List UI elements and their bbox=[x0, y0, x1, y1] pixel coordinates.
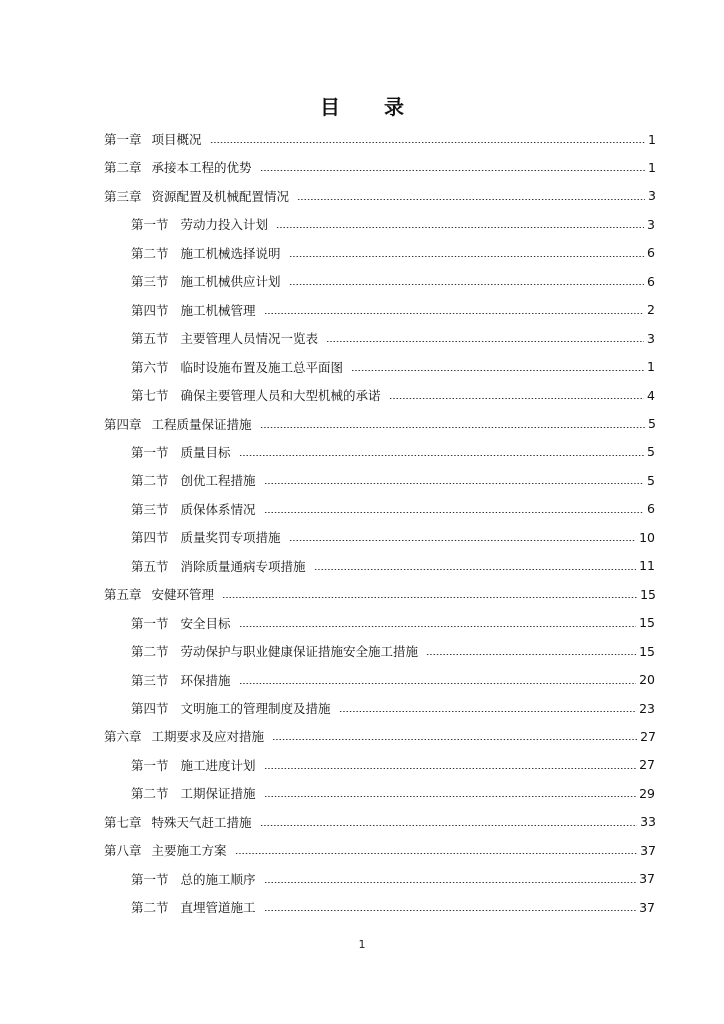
toc-dot-leader bbox=[339, 711, 637, 712]
toc-entry-page-number: 33 bbox=[640, 814, 656, 830]
toc-section-entry[interactable] bbox=[131, 214, 655, 234]
toc-section-entry[interactable] bbox=[131, 783, 655, 803]
toc-entry-number: 第三节 bbox=[131, 274, 169, 290]
toc-chapter-entry[interactable] bbox=[104, 157, 656, 177]
toc-dot-leader bbox=[289, 284, 644, 285]
toc-dot-leader bbox=[239, 455, 644, 456]
toc-entry-label: 施工机械供应计划 bbox=[180, 274, 281, 290]
toc-section-entry[interactable] bbox=[131, 869, 655, 889]
toc-chapter-entry[interactable] bbox=[104, 129, 656, 149]
toc-entry-number: 第四节 bbox=[131, 530, 169, 546]
toc-dot-leader bbox=[239, 626, 637, 627]
toc-section-entry[interactable] bbox=[131, 556, 655, 576]
toc-dot-leader bbox=[289, 540, 637, 541]
toc-entry-number: 第一节 bbox=[131, 444, 169, 460]
footer-page-number: 1 bbox=[358, 938, 366, 951]
toc-section-entry[interactable] bbox=[131, 357, 655, 377]
toc-entry-page-number: 5 bbox=[648, 416, 656, 431]
toc-entry-page-number: 6 bbox=[647, 245, 655, 261]
toc-entry-label: 总的施工顺序 bbox=[180, 871, 256, 887]
toc-entry-number: 第一节 bbox=[131, 615, 169, 631]
toc-dot-leader bbox=[326, 341, 644, 342]
toc-entry-number: 第二节 bbox=[131, 473, 169, 489]
toc-entry-number: 第一节 bbox=[131, 217, 169, 233]
toc-entry-label: 安全目标 bbox=[180, 615, 231, 631]
toc-section-entry[interactable] bbox=[131, 897, 655, 917]
toc-entry-number: 第二节 bbox=[131, 644, 169, 660]
toc-section-entry[interactable] bbox=[131, 641, 655, 661]
toc-entry-page-number: 1 bbox=[647, 359, 655, 375]
toc-entry-label: 主要施工方案 bbox=[151, 843, 227, 859]
toc-entry-page-number: 3 bbox=[647, 216, 655, 232]
toc-dot-leader bbox=[264, 483, 644, 484]
toc-entry-page-number: 2 bbox=[647, 302, 655, 318]
toc-entry-label: 施工进度计划 bbox=[180, 757, 256, 773]
toc-entry-label: 文明施工的管理制度及措施 bbox=[180, 701, 331, 716]
toc-section-entry[interactable] bbox=[131, 470, 655, 490]
toc-entry-label: 质量目标 bbox=[180, 444, 231, 460]
toc-section-entry[interactable] bbox=[131, 613, 655, 633]
toc-entry-number: 第二节 bbox=[131, 245, 169, 261]
toc-entry-page-number: 1 bbox=[648, 159, 656, 175]
toc-entry-label: 创优工程措施 bbox=[180, 473, 256, 489]
toc-entry-page-number: 3 bbox=[647, 330, 655, 346]
toc-entry-page-number: 1 bbox=[648, 131, 656, 147]
toc-entry-number: 第五节 bbox=[131, 331, 169, 347]
toc-section-entry[interactable] bbox=[131, 698, 655, 718]
toc-entry-label: 承接本工程的优势 bbox=[151, 160, 252, 176]
toc-dot-leader bbox=[289, 256, 644, 257]
toc-entry-number: 第二节 bbox=[131, 900, 169, 916]
toc-dot-leader bbox=[264, 882, 637, 883]
toc-entry-label: 消除质量通病专项措施 bbox=[180, 558, 306, 574]
toc-dot-leader bbox=[264, 796, 637, 797]
toc-entry-number: 第一节 bbox=[131, 757, 169, 773]
toc-entry-number: 第三节 bbox=[131, 501, 169, 517]
toc-section-entry[interactable] bbox=[131, 527, 655, 547]
toc-entry-label: 施工机械管理 bbox=[180, 302, 256, 318]
toc-dot-leader bbox=[210, 142, 645, 143]
toc-dot-leader bbox=[276, 227, 644, 228]
toc-entry-page-number: 11 bbox=[639, 558, 655, 574]
toc-chapter-entry[interactable] bbox=[104, 186, 656, 206]
toc-entry-page-number: 10 bbox=[639, 529, 655, 545]
toc-entry-number: 第七节 bbox=[131, 388, 169, 404]
toc-chapter-entry[interactable] bbox=[104, 840, 656, 860]
toc-entry-label: 质量奖罚专项措施 bbox=[180, 530, 281, 546]
toc-section-entry[interactable] bbox=[131, 442, 655, 462]
toc-entry-page-number: 5 bbox=[647, 444, 655, 460]
toc-title-char-2: 录 bbox=[384, 95, 404, 119]
toc-dot-leader bbox=[222, 597, 637, 598]
toc-entry-page-number: 3 bbox=[648, 188, 656, 204]
toc-entry-label: 直埋管道施工 bbox=[180, 900, 256, 916]
toc-chapter-entry[interactable] bbox=[104, 414, 656, 434]
toc-chapter-entry[interactable] bbox=[104, 584, 656, 604]
toc-dot-leader bbox=[351, 370, 644, 371]
toc-dot-leader bbox=[264, 768, 637, 769]
toc-entry-number: 第二节 bbox=[131, 786, 169, 802]
toc-entry-page-number: 4 bbox=[647, 387, 655, 403]
toc-entry-label: 质保体系情况 bbox=[180, 501, 256, 517]
toc-dot-leader bbox=[272, 739, 637, 740]
toc-entry-page-number: 37 bbox=[639, 871, 655, 887]
toc-dot-leader bbox=[260, 825, 638, 826]
toc-entry-label: 环保措施 bbox=[180, 672, 231, 688]
toc-entry-page-number: 15 bbox=[639, 643, 655, 659]
toc-section-entry[interactable] bbox=[131, 328, 655, 348]
toc-title-char-1: 目 bbox=[320, 95, 340, 119]
toc-entry-label: 特殊天气赶工措施 bbox=[151, 814, 252, 830]
toc-entry-label: 劳动保护与职业健康保证措施安全施工措施 bbox=[180, 644, 419, 660]
toc-entry-page-number: 37 bbox=[639, 899, 655, 915]
toc-entry-label: 安健环管理 bbox=[151, 587, 215, 603]
toc-entry-number: 第六节 bbox=[131, 359, 169, 375]
toc-entry-page-number: 27 bbox=[640, 728, 656, 744]
toc-entry-label: 施工机械选择说明 bbox=[180, 245, 281, 261]
toc-entry-number: 第三节 bbox=[131, 672, 169, 688]
toc-entry-number: 第二章 bbox=[104, 160, 142, 176]
toc-entry-page-number: 6 bbox=[647, 273, 655, 289]
toc-entry-page-number: 6 bbox=[647, 501, 655, 517]
toc-section-entry[interactable] bbox=[131, 300, 655, 320]
toc-entry-number: 第一章 bbox=[104, 132, 142, 147]
toc-entry-number: 第五节 bbox=[131, 558, 169, 574]
toc-entry-page-number: 15 bbox=[640, 586, 656, 602]
toc-entry-number: 第四章 bbox=[104, 416, 142, 432]
toc-entry-number: 第四节 bbox=[131, 701, 169, 716]
toc-entry-number: 第三章 bbox=[104, 188, 142, 204]
toc-section-entry[interactable] bbox=[131, 670, 655, 690]
toc-entry-number: 第四节 bbox=[131, 302, 169, 318]
toc-chapter-entry[interactable] bbox=[104, 812, 656, 832]
toc-entry-label: 工程质量保证措施 bbox=[151, 416, 252, 432]
toc-dot-leader bbox=[239, 683, 637, 684]
toc-entry-number: 第六章 bbox=[104, 729, 142, 745]
toc-title bbox=[0, 91, 724, 120]
toc-entry-label: 确保主要管理人员和大型机械的承诺 bbox=[180, 388, 381, 404]
toc-chapter-entry[interactable] bbox=[104, 726, 656, 746]
toc-dot-leader bbox=[235, 853, 638, 854]
toc-entry-page-number: 15 bbox=[639, 615, 655, 631]
toc-entry-page-number: 5 bbox=[647, 472, 655, 488]
toc-dot-leader bbox=[389, 398, 644, 399]
toc-entry-page-number: 23 bbox=[639, 700, 655, 716]
toc-entry-label: 主要管理人员情况一览表 bbox=[180, 331, 319, 347]
toc-dot-leader bbox=[260, 170, 645, 171]
toc-entry-label: 工期保证措施 bbox=[180, 786, 256, 802]
toc-entry-label: 临时设施布置及施工总平面图 bbox=[180, 359, 344, 375]
toc-entry-number: 第七章 bbox=[104, 814, 142, 830]
toc-dot-leader bbox=[314, 569, 637, 570]
toc-section-entry[interactable] bbox=[131, 755, 655, 775]
toc-section-entry[interactable] bbox=[131, 499, 655, 519]
toc-entry-page-number: 27 bbox=[639, 757, 655, 773]
toc-section-entry[interactable] bbox=[131, 271, 655, 291]
toc-entry-label: 资源配置及机械配置情况 bbox=[151, 188, 290, 204]
toc-dot-leader bbox=[264, 313, 644, 314]
toc-entry-page-number: 20 bbox=[639, 672, 655, 688]
toc-entry-number: 第八章 bbox=[104, 843, 142, 859]
toc-dot-leader bbox=[426, 654, 636, 655]
toc-dot-leader bbox=[264, 910, 637, 911]
toc-dot-leader bbox=[297, 199, 645, 200]
toc-entry-label: 项目概况 bbox=[151, 132, 202, 147]
toc-dot-leader bbox=[260, 427, 645, 428]
toc-entry-page-number: 37 bbox=[640, 842, 656, 858]
toc-dot-leader bbox=[264, 512, 644, 513]
toc-entry-label: 工期要求及应对措施 bbox=[151, 729, 265, 745]
toc-entry-page-number: 29 bbox=[639, 785, 655, 801]
toc-section-entry[interactable] bbox=[131, 243, 655, 263]
toc-entry-label: 劳动力投入计划 bbox=[180, 217, 269, 233]
toc-section-entry[interactable] bbox=[131, 385, 655, 405]
toc-entry-number: 第五章 bbox=[104, 587, 142, 603]
toc-entry-number: 第一节 bbox=[131, 871, 169, 887]
